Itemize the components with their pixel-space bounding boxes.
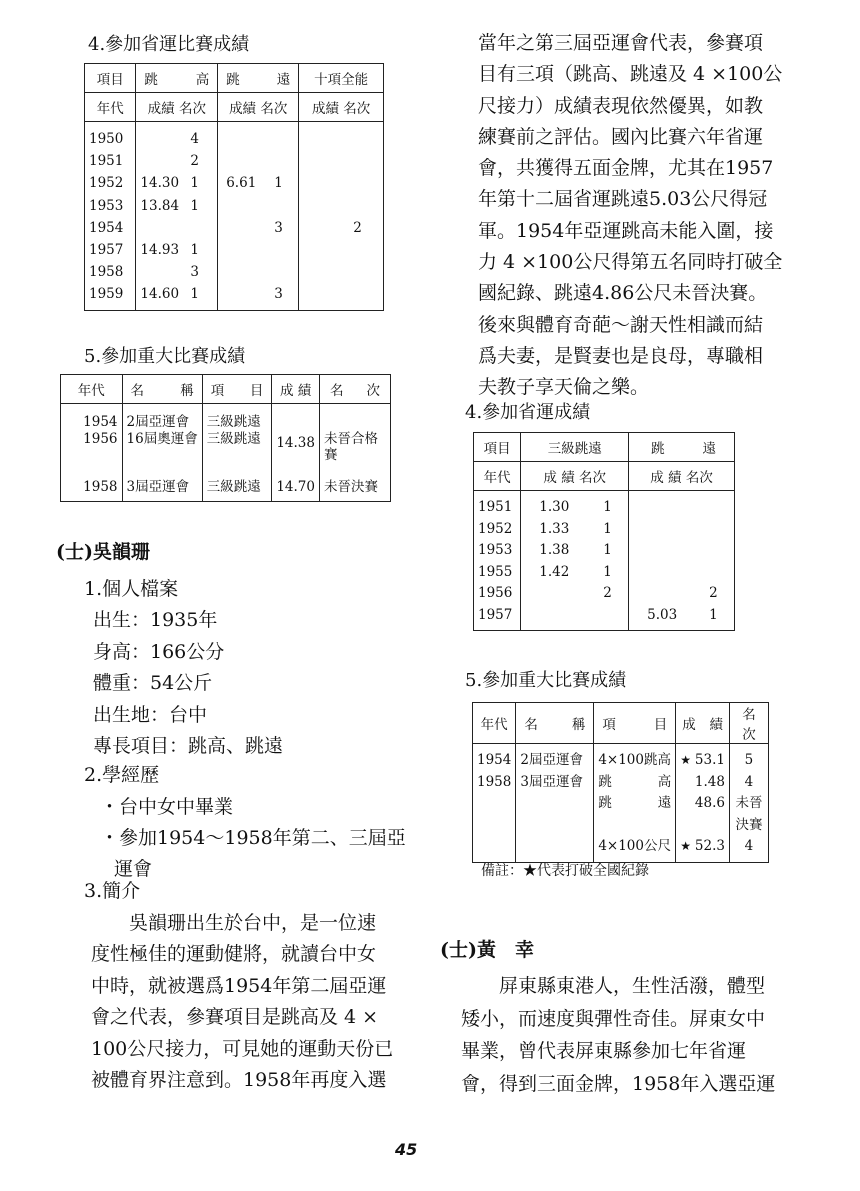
profile-list — [93, 605, 283, 763]
col-header: 項 目 — [594, 703, 676, 744]
record-star-icon: ★ — [680, 839, 691, 853]
year-cell: 1951 1952 1953 1955 1956 1957 — [474, 491, 521, 631]
col-header: 三級跳遠 — [521, 433, 629, 462]
col-header: 名 稱 — [516, 703, 594, 744]
col-header: 成績 名次 — [299, 93, 384, 122]
col-header: 十項全能 — [299, 64, 384, 93]
person-paragraph: 屏東縣東港人，生性活潑，體型 矮小，而速度與彈性奇佳。屏東女中 畢業，曾代表屏東縣參加七年省運 會，得到三面金牌，1958年入選亞運 — [461, 975, 776, 1095]
year-cell: 1954 1956 1958 — [61, 404, 123, 502]
col-header: 成績 名次 — [136, 93, 218, 122]
decathlon-cell: 2 — [299, 122, 384, 311]
page-number: 45 — [395, 1140, 418, 1159]
score-cell: 14.38 14.70 — [272, 404, 320, 502]
competition-name-cell: 2屆亞運會 16屆奧運會 3屆亞運會 — [122, 404, 202, 502]
intro-paragraph: 吳韻珊出生於台中，是一位速 度性極佳的運動健將，就讀台中女 中時，就被選爲1954年第二屆亞運 會之代表，參賽項目是跳高及 4 × 100公尺接力，可見她的運動天份已 被體育界注意到。1958年再度入選 — [91, 912, 394, 1092]
profile-birthplace: 出生地：台中 — [93, 703, 208, 726]
score-cell: ★ 53.1 1.48 48.6 ★ 52.3 — [676, 744, 730, 863]
person-title: (士)吳韻珊 — [56, 541, 150, 563]
col-header: 成 績 名次 — [521, 462, 629, 491]
col-header: 名 稱 — [122, 375, 202, 404]
competition-name-cell: 2屆亞運會 3屆亞運會 — [516, 744, 594, 863]
col-header: 年代 — [61, 375, 123, 404]
section-heading: 5.參加重大比賽成績 — [84, 346, 246, 367]
table-note: 備註：★代表打破全國紀錄 — [481, 863, 649, 879]
long-jump-cell: 5.03 2 1 — [629, 491, 735, 631]
col-header: 成績 名次 — [218, 93, 299, 122]
long-jump-cell: 6.61 1 3 3 — [218, 122, 299, 311]
triple-jump-cell: 1.30 1.33 1.38 1.42 1 1 1 1 2 — [521, 491, 629, 631]
subheading: 3.簡介 — [84, 880, 141, 902]
profile-birth: 出生：1935年 — [93, 609, 218, 631]
high-jump-cell: 14.30 13.84 14.93 14.60 4 2 1 1 1 3 1 — [136, 122, 218, 311]
list-item: 運會 — [114, 858, 153, 880]
profile-specialty: 專長項目：跳高、跳遠 — [93, 735, 284, 757]
rank-cell: 未晉合格賽 未晉決賽 — [319, 404, 390, 502]
col-header: 跳 高 — [136, 64, 218, 93]
year-cell: 1954 1958 — [473, 744, 516, 863]
col-header: 項目 — [474, 433, 521, 462]
continuation-paragraph: 當年之第三屆亞運會代表，參賽項 目有三項（跳高、跳遠及 4 ×100公 尺接力）成績表現依然優異，如教 練賽前之評估。國內比賽六年省運 會，共獲得五面金牌，尤其在1957 年第十二屆省運跳遠5.03公尺得冠 軍。1954年亞運跳高未能入圍，接 力 4 ×100公尺得第五名同時打破全 國紀錄、跳遠4.86公尺未晉決賽。 後來與體育奇葩～謝天性相識而結 爲夫妻，是賢妻也是良母，專職相 夫教子享天倫之樂。 — [478, 32, 783, 399]
event-cell: 三級跳遠 三級跳遠 三級跳遠 — [202, 404, 272, 502]
major-competitions-table — [60, 374, 391, 502]
section-heading: 4.參加省運比賽成績 — [88, 34, 250, 55]
year-cell: 1950 1951 1952 1953 1954 1957 1958 1959 — [85, 122, 136, 311]
profile-weight: 體重：54公斤 — [93, 672, 213, 694]
subheading: 2.學經歷 — [84, 764, 160, 786]
list-item: ・台中女中畢業 — [100, 796, 234, 818]
profile-height: 身高：166公分 — [93, 640, 225, 663]
provincial-games-table-2 — [473, 432, 735, 631]
section-heading: 5.參加重大比賽成績 — [465, 670, 627, 691]
col-header: 年代 — [473, 703, 516, 744]
col-header: 成 績 — [676, 703, 730, 744]
event-cell: 4×100跳高 跳 高 跳 遠 4×100公尺 — [594, 744, 676, 863]
education-list — [100, 792, 406, 885]
col-header: 項目 — [85, 64, 136, 93]
section-heading: 4.參加省運成績 — [465, 402, 591, 423]
provincial-games-table — [84, 63, 384, 311]
col-header: 跳 遠 — [218, 64, 299, 93]
col-header: 名 次 — [729, 703, 768, 744]
record-star-icon: ★ — [680, 753, 691, 767]
major-competitions-table-2 — [472, 702, 769, 863]
col-header: 成 績 — [272, 375, 320, 404]
subheading: 1.個人檔案 — [84, 578, 179, 600]
col-header: 年代 — [474, 462, 521, 491]
col-header: 項 目 — [202, 375, 272, 404]
col-header: 名 次 — [319, 375, 390, 404]
col-header: 跳 遠 — [629, 433, 735, 462]
list-item: ・參加1954～1958年第二、三屆亞 — [100, 827, 406, 849]
col-header: 年代 — [85, 93, 136, 122]
col-header: 成 績 名次 — [629, 462, 735, 491]
person-title: (士)黃 幸 — [440, 939, 534, 961]
rank-cell: 5 4 未晉 決賽 4 — [729, 744, 768, 863]
